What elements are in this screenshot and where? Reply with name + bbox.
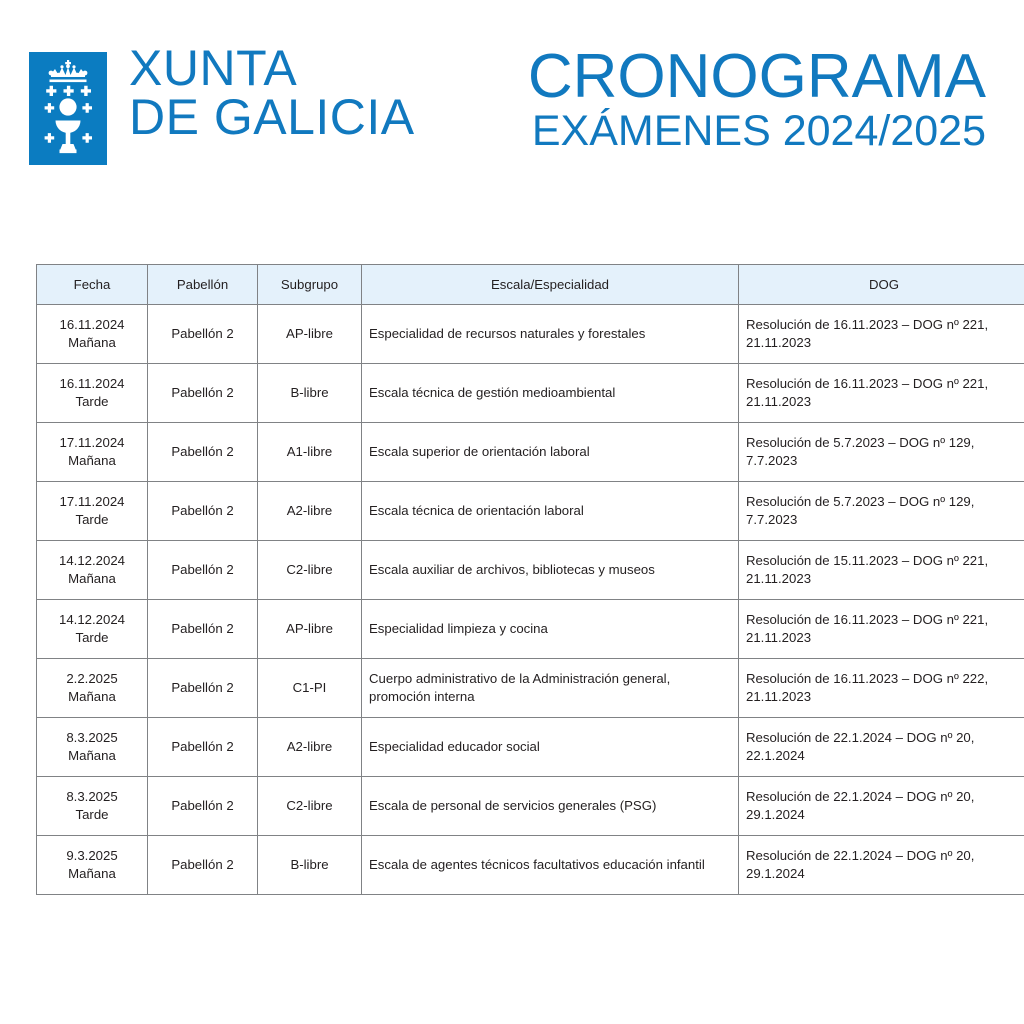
fecha-turno: Tarde [75, 807, 109, 822]
column-header-dog: DOG [739, 265, 1024, 305]
fecha-date: 17.11.2024 [59, 435, 125, 451]
cell-fecha [37, 836, 148, 895]
cell-dog: Resolución de 16.11.2023 – DOG nº 221, 21.11.2023 [739, 305, 1024, 364]
cell-escala-especialidad: Especialidad de recursos naturales y forestales [362, 305, 739, 364]
cell-dog: Resolución de 15.11.2023 – DOG nº 221, 21.11.2023 [739, 541, 1024, 600]
fecha-date: 14.12.2024 [58, 553, 125, 569]
cell-pabellon: Pabellón 2 [148, 600, 258, 659]
cell-pabellon: Pabellón 2 [148, 659, 258, 718]
cell-pabellon: Pabellón 2 [148, 777, 258, 836]
cell-fecha [37, 482, 148, 541]
cell-fecha [37, 423, 148, 482]
table-row [37, 659, 1024, 718]
cell-fecha [37, 364, 148, 423]
cell-dog: Resolución de 16.11.2023 – DOG nº 221, 21.11.2023 [739, 600, 1024, 659]
table-row [37, 364, 1024, 423]
cell-dog: Resolución de 5.7.2023 – DOG nº 129, 7.7.2023 [739, 482, 1024, 541]
cell-escala-especialidad: Especialidad educador social [362, 718, 739, 777]
column-header-fecha: Fecha [37, 265, 148, 305]
cell-fecha [37, 600, 148, 659]
fecha-date: 14.12.2024 [58, 612, 125, 628]
cell-subgrupo: A2-libre [258, 482, 362, 541]
cell-subgrupo: B-libre [258, 364, 362, 423]
fecha-turno: Mañana [68, 571, 116, 586]
cell-fecha [37, 718, 148, 777]
table-row [37, 305, 1024, 364]
cell-dog: Resolución de 22.1.2024 – DOG nº 20, 29.1.2024 [739, 777, 1024, 836]
cell-escala-especialidad: Escala de agentes técnicos facultativos educación infantil [362, 836, 739, 895]
fecha-turno: Mañana [68, 689, 116, 704]
cell-pabellon: Pabellón 2 [148, 423, 258, 482]
table-head [37, 265, 1024, 305]
cell-subgrupo: C2-libre [258, 777, 362, 836]
column-header-pabellon: Pabellón [148, 265, 258, 305]
cell-pabellon: Pabellón 2 [148, 541, 258, 600]
cell-subgrupo: C1-PI [258, 659, 362, 718]
fecha-turno: Mañana [68, 453, 116, 468]
page-title [527, 42, 986, 155]
table-header-row [37, 265, 1024, 305]
cell-subgrupo: A1-libre [258, 423, 362, 482]
xunta-coat-of-arms-icon [29, 52, 107, 165]
cell-escala-especialidad: Escala de personal de servicios generales (PSG) [362, 777, 739, 836]
fecha-date: 8.3.2025 [66, 730, 118, 746]
cell-escala-especialidad: Cuerpo administrativo de la Administración general, promoción interna [362, 659, 739, 718]
cell-escala-especialidad: Escala técnica de gestión medioambiental [362, 364, 739, 423]
column-header-escala: Escala/Especialidad [362, 265, 739, 305]
cell-subgrupo: C2-libre [258, 541, 362, 600]
table-row [37, 777, 1024, 836]
page-header [0, 0, 1024, 200]
fecha-turno: Mañana [68, 748, 116, 763]
cell-pabellon: Pabellón 2 [148, 482, 258, 541]
cell-escala-especialidad: Especialidad limpieza y cocina [362, 600, 739, 659]
fecha-date: 16.11.2024 [59, 317, 125, 333]
table-row [37, 423, 1024, 482]
cell-fecha [37, 305, 148, 364]
table-row [37, 600, 1024, 659]
cell-fecha [37, 777, 148, 836]
cell-dog: Resolución de 5.7.2023 – DOG nº 129, 7.7.2023 [739, 423, 1024, 482]
cell-dog: Resolución de 22.1.2024 – DOG nº 20, 22.1.2024 [739, 718, 1024, 777]
cell-escala-especialidad: Escala auxiliar de archivos, bibliotecas y museos [362, 541, 739, 600]
brand-wordmark [129, 40, 415, 145]
title-subtitle: EXÁMENES 2024/2025 [531, 107, 986, 155]
exam-schedule-table [36, 264, 1024, 895]
cell-pabellon: Pabellón 2 [148, 364, 258, 423]
column-header-subgrupo: Subgrupo [258, 265, 362, 305]
table-body [37, 305, 1024, 895]
fecha-turno: Tarde [75, 630, 109, 645]
cell-subgrupo: AP-libre [258, 305, 362, 364]
cell-escala-especialidad: Escala técnica de orientación laboral [362, 482, 739, 541]
cell-subgrupo: B-libre [258, 836, 362, 895]
fecha-date: 8.3.2025 [66, 789, 118, 805]
cell-subgrupo: A2-libre [258, 718, 362, 777]
fecha-turno: Tarde [75, 394, 109, 409]
table-row [37, 718, 1024, 777]
title-main: CRONOGRAMA [527, 42, 986, 111]
cell-escala-especialidad: Escala superior de orientación laboral [362, 423, 739, 482]
fecha-date: 2.2.2025 [66, 671, 118, 687]
fecha-date: 9.3.2025 [66, 848, 118, 864]
exam-schedule-container [36, 264, 989, 895]
cell-dog: Resolución de 22.1.2024 – DOG nº 20, 29.1.2024 [739, 836, 1024, 895]
cell-pabellon: Pabellón 2 [148, 836, 258, 895]
table-row [37, 541, 1024, 600]
cell-pabellon: Pabellón 2 [148, 305, 258, 364]
cell-dog: Resolución de 16.11.2023 – DOG nº 221, 21.11.2023 [739, 364, 1024, 423]
fecha-turno: Tarde [75, 512, 109, 527]
fecha-date: 16.11.2024 [59, 376, 125, 392]
cell-fecha [37, 659, 148, 718]
table-row [37, 482, 1024, 541]
fecha-date: 17.11.2024 [59, 494, 125, 510]
table-row [37, 836, 1024, 895]
xunta-de-galicia-logo [29, 40, 415, 165]
cell-fecha [37, 541, 148, 600]
fecha-turno: Mañana [68, 335, 116, 350]
cell-dog: Resolución de 16.11.2023 – DOG nº 222, 21.11.2023 [739, 659, 1024, 718]
fecha-turno: Mañana [68, 866, 116, 881]
brand-line-2: DE GALICIA [129, 89, 415, 145]
cell-subgrupo: AP-libre [258, 600, 362, 659]
brand-line-1: XUNTA [129, 40, 298, 96]
cell-pabellon: Pabellón 2 [148, 718, 258, 777]
